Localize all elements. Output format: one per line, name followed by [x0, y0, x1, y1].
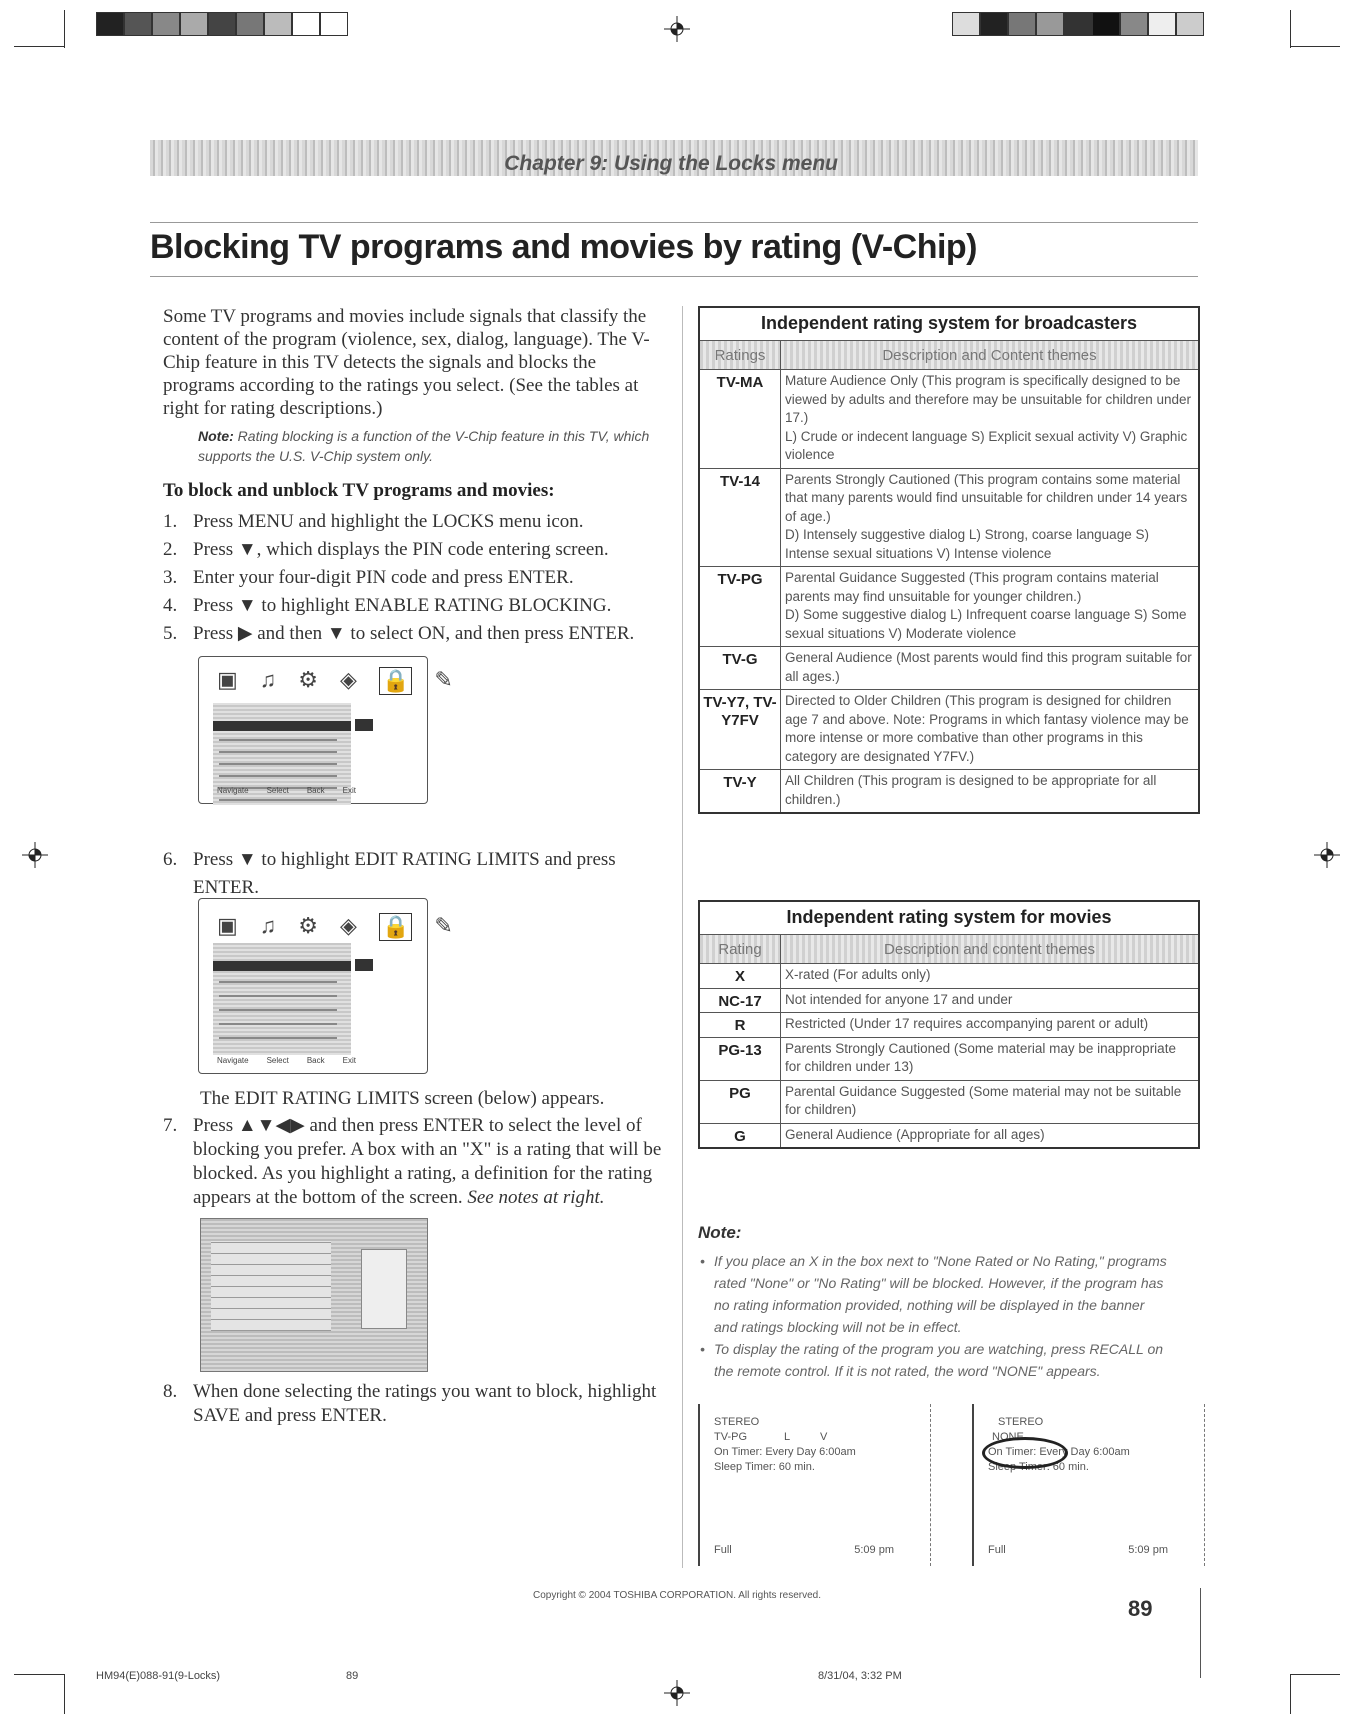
table-row: [700, 690, 1198, 770]
content-themes: D) Intensely suggestive dialog L) Strong, coarse language S) Intense sexual situations V) Intense violence: [785, 527, 1149, 561]
footer-rule: [1200, 1588, 1201, 1678]
step-number: 3.: [163, 567, 178, 588]
menu-line: [219, 995, 337, 997]
description-cell-wrap: [781, 567, 1198, 646]
col-header-rating: Rating: [700, 935, 781, 963]
chapter-banner-text: Chapter 9: Using the Locks menu: [504, 152, 838, 175]
step-item: [163, 536, 663, 564]
title-rule-bottom: [150, 276, 1198, 277]
applications-menu-icon: ◈: [340, 667, 357, 692]
steps-list: [163, 508, 663, 648]
description-cell-wrap: [781, 647, 1198, 689]
bullet-icon: •: [700, 1341, 705, 1357]
setup-menu-icon: ⚙: [298, 913, 319, 938]
description-cell-wrap: [781, 770, 1198, 812]
locks-menu-list: [213, 943, 351, 1055]
description-cell: All Children (This program is designed to be appropriate for all children.): [785, 773, 1157, 807]
notes-list: [700, 1250, 1170, 1382]
slug-date: 8/31/04, 3:32 PM: [818, 1670, 902, 1682]
recall-banner-rated: [698, 1404, 931, 1566]
select-hint: Select: [266, 1056, 289, 1065]
navigate-hint: Navigate: [217, 1056, 249, 1065]
banner-theme-v: V: [820, 1431, 828, 1443]
step-6: [163, 846, 663, 902]
table-row: [700, 370, 1198, 469]
registration-mark-icon: [664, 1680, 690, 1706]
note-item: [700, 1338, 1170, 1382]
step-item: [163, 508, 663, 536]
broadcaster-rating-table: [698, 306, 1200, 814]
menu-line: [219, 1037, 337, 1039]
intro-paragraph: Some TV programs and movies include signals that classify the content of the program (violence, sex, dialog, language). The V-Chip feature in this TV detects the signals and blocks the programs according to the ratings you select. (See the tables at right for rating descriptions.): [163, 306, 650, 419]
notes-title: Note:: [698, 1223, 742, 1242]
step-number: 2.: [163, 539, 178, 560]
step-text: When done selecting the ratings you want to block, highlight SAVE and press ENTER.: [193, 1381, 657, 1426]
crop-mark: [1290, 10, 1291, 48]
step-7: [163, 1114, 663, 1210]
broadcaster-table-title: Independent rating system for broadcasters: [700, 308, 1198, 341]
step-item: [163, 592, 663, 620]
setup-menu-icon: ⚙: [298, 667, 319, 692]
menu-icon-row: [217, 667, 453, 695]
banner-audio: STEREO: [714, 1416, 760, 1428]
banner-content: [988, 1415, 1188, 1475]
registration-mark-icon: [22, 842, 48, 868]
rating-cell: TV-G: [700, 647, 781, 689]
procedure-heading: To block and unblock TV programs and movies:: [163, 480, 555, 501]
menu-line: [219, 763, 337, 765]
step-number: 1.: [163, 511, 178, 532]
step-item: [163, 620, 663, 648]
banner-rating-none: NONE: [992, 1431, 1024, 1443]
rating-cell: NC-17: [700, 989, 781, 1013]
note-text: To display the rating of the program you are watching, press RECALL on the remote control. If it is not rated, the word "NONE" appears.: [714, 1341, 1164, 1379]
description-cell: General Audience (Most parents would find this program suitable for all ages.): [785, 650, 1192, 684]
banner-picture-size: Full: [988, 1544, 1006, 1556]
page-title: Blocking TV programs and movies by rating (V-Chip): [150, 228, 978, 266]
v-chip-note: [198, 426, 658, 466]
locks-menu-screenshot-2: [198, 898, 453, 1074]
rating-side-panel: [361, 1249, 407, 1329]
recall-banner-none: [972, 1404, 1205, 1566]
step-text: Press MENU and highlight the LOCKS menu icon.: [193, 511, 584, 532]
picture-menu-icon: ▣: [217, 913, 238, 938]
banner-theme-l: L: [784, 1431, 791, 1443]
off-value-highlight: [355, 959, 373, 971]
banner-content: [714, 1415, 914, 1475]
step-number: 4.: [163, 595, 178, 616]
table-row: [700, 1081, 1198, 1124]
description-cell-wrap: [781, 469, 1198, 567]
slug-file: HM94(E)088-91(9-Locks): [96, 1670, 221, 1682]
locks-menu-icon: 🔒: [379, 667, 412, 695]
menu-line: [219, 1009, 337, 1011]
table-row: [700, 567, 1198, 647]
banner-rating-line: [714, 1430, 914, 1445]
table-row: [700, 1038, 1198, 1081]
preferences-menu-icon: ✎: [434, 913, 453, 938]
edit-rating-limits-appears: The EDIT RATING LIMITS screen (below) appears.: [200, 1088, 605, 1109]
v-chip-note-label: Note:: [198, 428, 234, 444]
table-header-row: [700, 341, 1198, 370]
banner-bottom: [714, 1543, 894, 1558]
description-cell: Parental Guidance Suggested (This program contains material parents may find unsuitable for younger children.): [785, 570, 1159, 604]
audio-menu-icon: ♫: [259, 913, 277, 938]
banner-clock: 5:09 pm: [1128, 1544, 1168, 1556]
preferences-menu-icon: ✎: [434, 667, 453, 692]
highlight-oval: [982, 1437, 1068, 1469]
registration-mark-icon: [1314, 842, 1340, 868]
description-cell-wrap: [781, 690, 1198, 769]
navigate-hint: Navigate: [217, 786, 249, 795]
locks-menu-screenshot-1: [198, 656, 453, 804]
rating-cell: TV-Y: [700, 770, 781, 812]
description-cell: Directed to Older Children (This program is designed for children age 7 and above. Note: Programs in which fantasy violence may be more intense or more combative than other programs in this category are designated Y7FV.): [785, 693, 1189, 764]
banner-clock: 5:09 pm: [854, 1544, 894, 1556]
banner-on-timer: On Timer: Every Day 6:00am: [714, 1446, 856, 1458]
description-cell: General Audience (Appropriate for all ages): [785, 1126, 1045, 1142]
col-header-ratings: Ratings: [700, 341, 781, 369]
table-row: [700, 647, 1198, 690]
menu-line: [219, 981, 337, 983]
description-cell: Parental Guidance Suggested (Some material may not be suitable for children): [785, 1083, 1182, 1117]
see-notes-link: See notes at right.: [467, 1187, 605, 1208]
crop-mark: [1290, 1674, 1291, 1714]
color-registration-bar-left: [96, 12, 348, 36]
content-themes: L) Crude or indecent language S) Explicit sexual activity V) Graphic violence: [785, 428, 1188, 462]
menu-line: [219, 799, 337, 801]
copyright: Copyright © 2004 TOSHIBA CORPORATION. All rights reserved.: [532, 1590, 822, 1601]
banner-sleep-timer: Sleep Timer: 60 min.: [714, 1461, 815, 1473]
step-item: [163, 1380, 663, 1428]
rating-cell: X: [700, 964, 781, 988]
rating-cell: G: [700, 1124, 781, 1148]
step-text: Press ▲▼◀▶ and then press ENTER to select the level of blocking you prefer. A box with an "X" is a rating that will be blocked. As you highlight a rating, a definition for the rating appears at the bottom of the screen.: [193, 1115, 662, 1208]
step-item: [163, 564, 663, 592]
step-text: Enter your four-digit PIN code and press ENTER.: [193, 567, 574, 588]
step-number: 6.: [163, 849, 178, 870]
table-row: [700, 1124, 1198, 1148]
note-text: If you place an X in the box next to "None Rated or No Rating," programs rated "None" or "No Rating" will be blocked. However, if the program has no rating information provided, nothing will be displayed in the banner and ratings blocking will not be in effect.: [714, 1253, 1167, 1335]
enable-rating-blocking-highlight: [213, 961, 351, 971]
rating-cell: PG-13: [700, 1038, 781, 1080]
crop-mark: [1290, 1674, 1340, 1675]
locks-menu-icon: 🔒: [379, 913, 412, 941]
audio-menu-icon: ♫: [259, 667, 277, 692]
menu-line: [219, 775, 337, 777]
table-row: [700, 770, 1198, 812]
menu-line: [219, 751, 337, 753]
color-registration-bar-right: [952, 12, 1204, 36]
rating-checkbox-grid: [211, 1241, 331, 1331]
table-row: [700, 964, 1198, 989]
banner-on-timer: On Timer: Every Day 6:00am: [988, 1446, 1130, 1458]
rating-cell: TV-14: [700, 469, 781, 567]
banner-audio: STEREO: [998, 1416, 1044, 1428]
crop-mark: [64, 10, 65, 48]
crop-mark: [64, 1674, 65, 1714]
rating-cell: R: [700, 1013, 781, 1037]
osd-footer: [217, 1056, 356, 1065]
back-hint: Back: [306, 786, 325, 795]
slug-page: 89: [346, 1670, 359, 1682]
step-8: [163, 1380, 663, 1428]
table-row: [700, 469, 1198, 568]
menu-line: [219, 1023, 337, 1025]
banner-sleep-timer: Sleep Timer: 60 min.: [988, 1461, 1089, 1473]
description-cell: Parents Strongly Cautioned (This program contains some material that many parents would find unsuitable for children under 14 years of age.): [785, 471, 1188, 524]
table-row: [700, 1013, 1198, 1038]
step-item: [163, 1114, 663, 1210]
description-cell: Restricted (Under 17 requires accompanying parent or adult): [785, 1016, 1149, 1031]
registration-mark-icon: [664, 16, 690, 42]
step-text: Press ▼ to highlight EDIT RATING LIMITS and press ENTER.: [193, 849, 616, 898]
description-cell: Parents Strongly Cautioned (Some material may be inappropriate for children under 13): [785, 1040, 1176, 1074]
crop-mark: [14, 46, 64, 47]
table-row: [700, 989, 1198, 1014]
step-text-wrap: [193, 1114, 663, 1210]
description-cell: Not intended for anyone 17 and under: [785, 991, 1013, 1007]
osd-footer: [217, 786, 356, 795]
column-divider: [682, 306, 683, 1568]
off-value-highlight: [355, 719, 373, 731]
col-header-description: Description and content themes: [884, 940, 1095, 958]
description-cell: X-rated (For adults only): [785, 967, 931, 982]
title-rule-top: [150, 222, 1198, 223]
menu-line: [219, 739, 337, 741]
chapter-banner: [150, 140, 1198, 176]
description-cell: Mature Audience Only (This program is specifically designed to be viewed by adults and therefore may be unsuitable for children under 17.): [785, 373, 1191, 425]
enable-rating-blocking-highlight: [213, 721, 351, 731]
banner-picture-size: Full: [714, 1544, 732, 1556]
select-hint: Select: [266, 786, 289, 795]
crop-mark: [14, 1674, 64, 1675]
rating-cell: TV-PG: [700, 567, 781, 646]
back-hint: Back: [306, 1056, 325, 1065]
movie-rating-table: [698, 900, 1200, 1149]
exit-hint: Exit: [342, 1056, 356, 1065]
step-number: 7.: [163, 1115, 178, 1136]
step-number: 8.: [163, 1381, 178, 1402]
description-cell-wrap: [781, 370, 1198, 468]
picture-menu-icon: ▣: [217, 667, 238, 692]
step-item: [163, 846, 663, 902]
step-text: Press ▶ and then ▼ to select ON, and then press ENTER.: [193, 623, 635, 644]
step-number: 5.: [163, 623, 178, 644]
page-number: 89: [1128, 1596, 1153, 1621]
content-themes: D) Some suggestive dialog L) Infrequent coarse language S) Some sexual situations V) Moderate violence: [785, 607, 1187, 641]
table-header-row: [700, 935, 1198, 964]
step-text: Press ▼ to highlight ENABLE RATING BLOCKING.: [193, 595, 612, 616]
note-item: [700, 1250, 1170, 1338]
bullet-icon: •: [700, 1253, 705, 1269]
banner-bottom: [988, 1543, 1168, 1558]
rating-cell: TV-MA: [700, 370, 781, 468]
rating-cell: PG: [700, 1081, 781, 1123]
crop-mark: [1290, 46, 1340, 47]
menu-icon-row: [217, 913, 453, 941]
exit-hint: Exit: [342, 786, 356, 795]
rating-cell: TV-Y7, TV-Y7FV: [700, 690, 781, 769]
movie-table-title: Independent rating system for movies: [700, 902, 1198, 935]
step-text: Press ▼, which displays the PIN code entering screen.: [193, 539, 609, 560]
edit-rating-limits-screenshot: [200, 1218, 428, 1372]
applications-menu-icon: ◈: [340, 913, 357, 938]
col-header-description: Description and Content themes: [882, 346, 1097, 364]
v-chip-note-text: Rating blocking is a function of the V-Chip feature in this TV, which supports the U.S. V-Chip system only.: [198, 428, 650, 464]
banner-rating: TV-PG: [714, 1431, 748, 1443]
